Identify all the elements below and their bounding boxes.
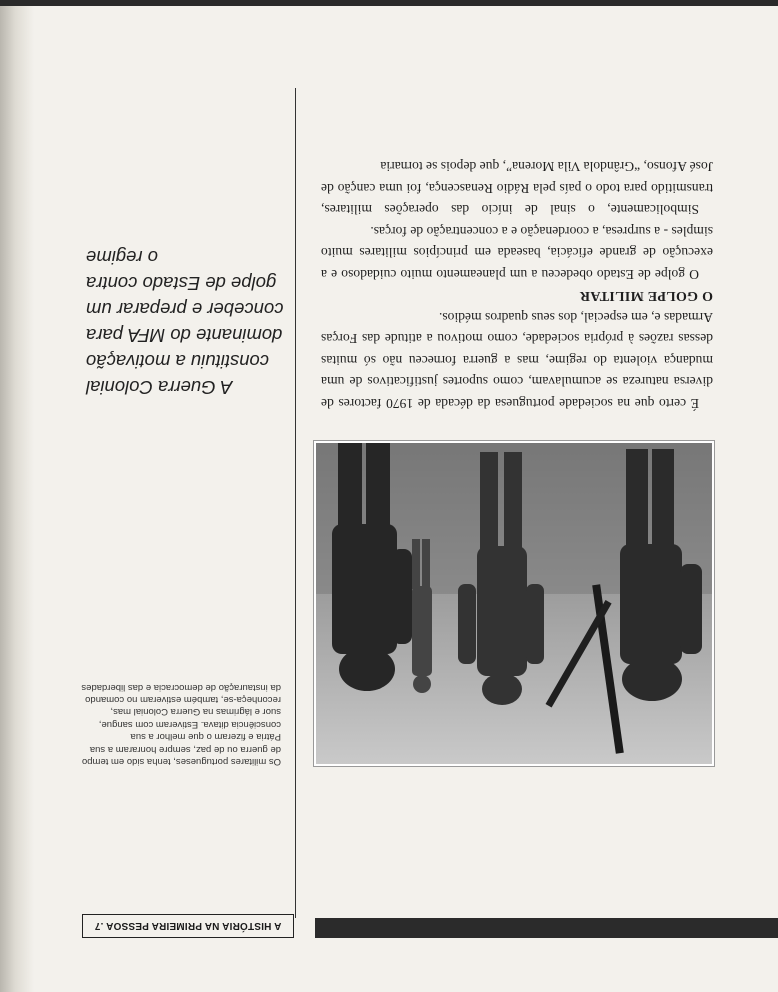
running-header bbox=[82, 914, 294, 938]
pull-quote: A Guerra Colonial constituiu a motivação dominante do MFA para conceber e preparar um golpe de Estado contra o regime bbox=[86, 247, 284, 398]
paragraph-3: Simbolicamente, o sinal de início das operações militares, transmitido para todo o país pela Rádio Renascença, foi uma canção de José Afonso, “Grândola Vila Morena”, que depois se tornaria bbox=[321, 159, 713, 218]
paragraph-1: É certo que na sociedade portuguesa da década de 1970 factores de diversa natureza se acumulavam, como suportes justificativos de uma mudança violenta do regime, mas a guerra forneceu não só muitas dessas razões à própria sociedade, como motivou a atitude das Forças Armadas e, em especial, dos seus quadros médios. bbox=[321, 310, 713, 411]
column-divider bbox=[295, 88, 296, 918]
soldiers-photo-graphic bbox=[316, 443, 712, 764]
header-black-bar bbox=[315, 918, 778, 938]
book-spine-shadow bbox=[0, 0, 34, 992]
soldiers-photo bbox=[314, 441, 714, 766]
paragraph-2: O golpe de Estado obedeceu a um planeamento muito cuidadoso e a execução de grande eficácia, baseada em princípios militares muito simples - a surpresa, a coordenação e a concentração de forças. bbox=[321, 224, 713, 282]
article-body bbox=[321, 156, 713, 414]
photo-caption: Os militares portugueses, tenha sido em tempo de guerra ou de paz, sempre honraram a sua Pátria e fizeram o que melhor a sua consciência ditava. Estiveram com sangue, suor e lágrimas na Guerra Colonial mas, reconheça-se, também estiveram no comando da instauração de democracia e das liberdades bbox=[81, 681, 281, 767]
top-dark-strip bbox=[0, 0, 778, 6]
section-heading: O GOLPE MILITAR bbox=[579, 288, 713, 304]
running-header-text: A HISTÓRIA NA PRIMEIRA PESSOA .7 bbox=[94, 920, 282, 932]
